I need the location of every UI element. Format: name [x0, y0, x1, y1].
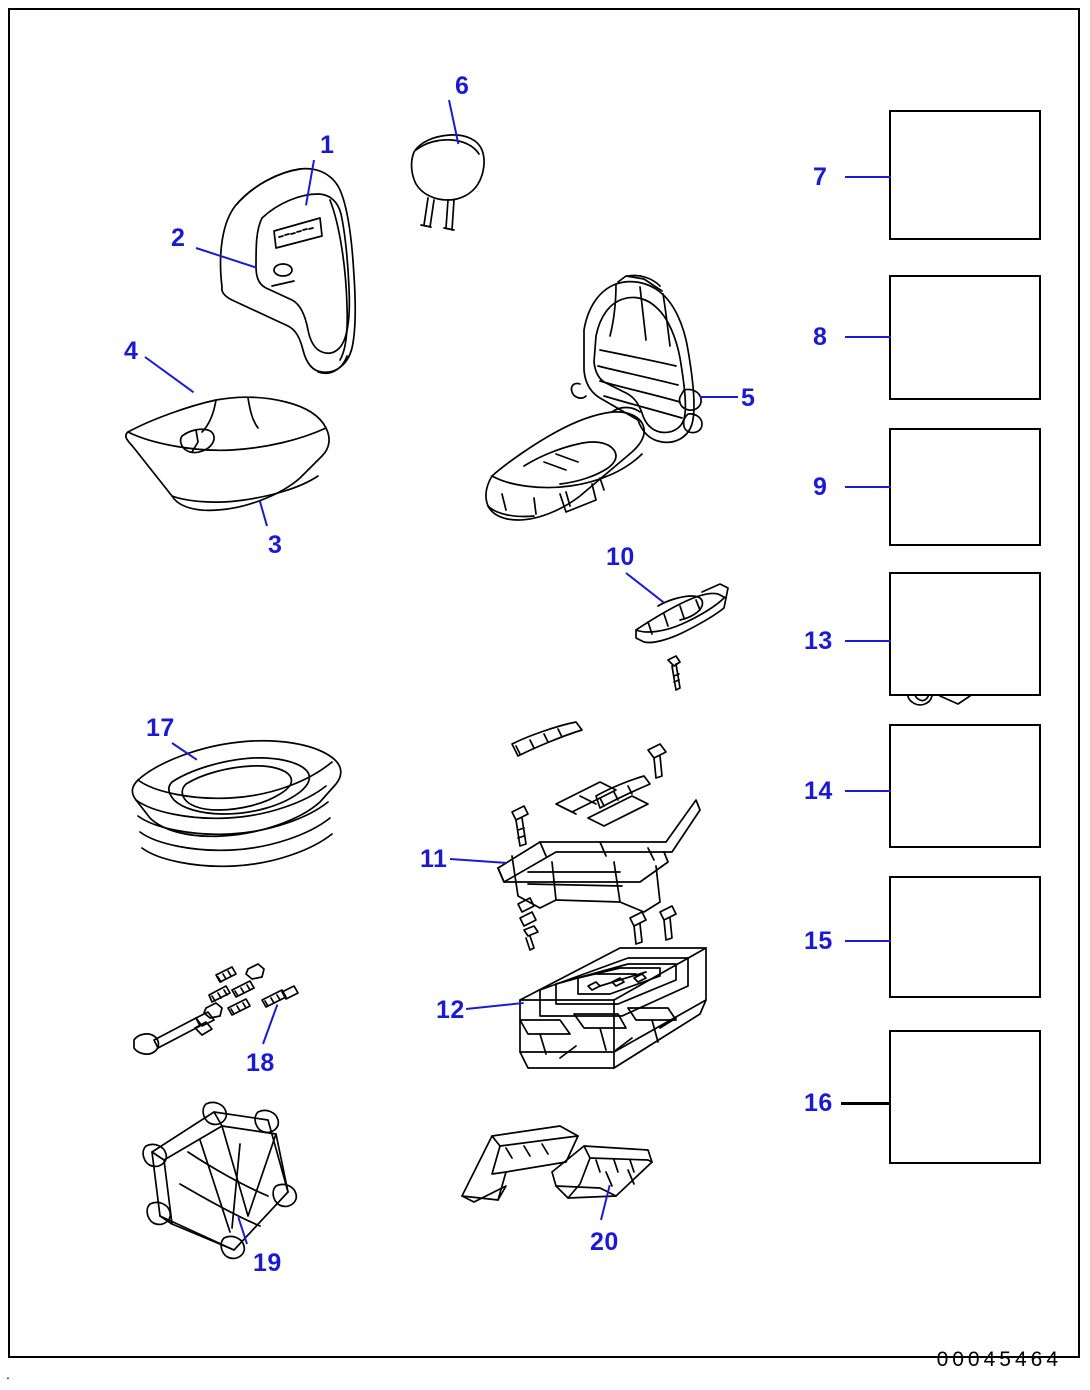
callout-3: 3 [268, 531, 283, 559]
callout-14: 14 [804, 777, 833, 805]
callout-15: 15 [804, 927, 833, 955]
drawing-part-number: 00045464 [936, 1348, 1062, 1371]
leader-line-16 [841, 1102, 891, 1105]
leader-line-14 [845, 790, 891, 792]
callout-1: 1 [320, 131, 335, 159]
inset-box-13 [889, 572, 1041, 696]
callout-19: 19 [253, 1249, 282, 1277]
callout-7: 7 [813, 163, 828, 191]
inset-box-14 [889, 724, 1041, 848]
callout-9: 9 [813, 473, 828, 501]
callout-5: 5 [741, 384, 756, 412]
leader-line-15 [845, 940, 891, 942]
leader-line-8 [845, 336, 891, 338]
callout-6: 6 [455, 72, 470, 100]
inset-box-7 [889, 110, 1041, 240]
callout-12: 12 [436, 996, 465, 1024]
callout-17: 17 [146, 714, 175, 742]
callout-13: 13 [804, 627, 833, 655]
leader-line-5 [700, 396, 738, 398]
inset-box-15 [889, 876, 1041, 998]
leader-line-9 [845, 486, 891, 488]
callout-4: 4 [124, 337, 139, 365]
callout-18: 18 [246, 1049, 275, 1077]
callout-16: 16 [804, 1089, 833, 1117]
callout-2: 2 [171, 224, 186, 252]
callout-8: 8 [813, 323, 828, 351]
callout-20: 20 [590, 1228, 619, 1256]
corner-mark: . [6, 1366, 10, 1382]
callout-10: 10 [606, 543, 635, 571]
inset-box-16 [889, 1030, 1041, 1164]
inset-box-8 [889, 275, 1041, 400]
inset-box-9 [889, 428, 1041, 546]
callout-11: 11 [420, 845, 448, 873]
leader-line-7 [845, 176, 891, 178]
leader-line-13 [845, 640, 891, 642]
